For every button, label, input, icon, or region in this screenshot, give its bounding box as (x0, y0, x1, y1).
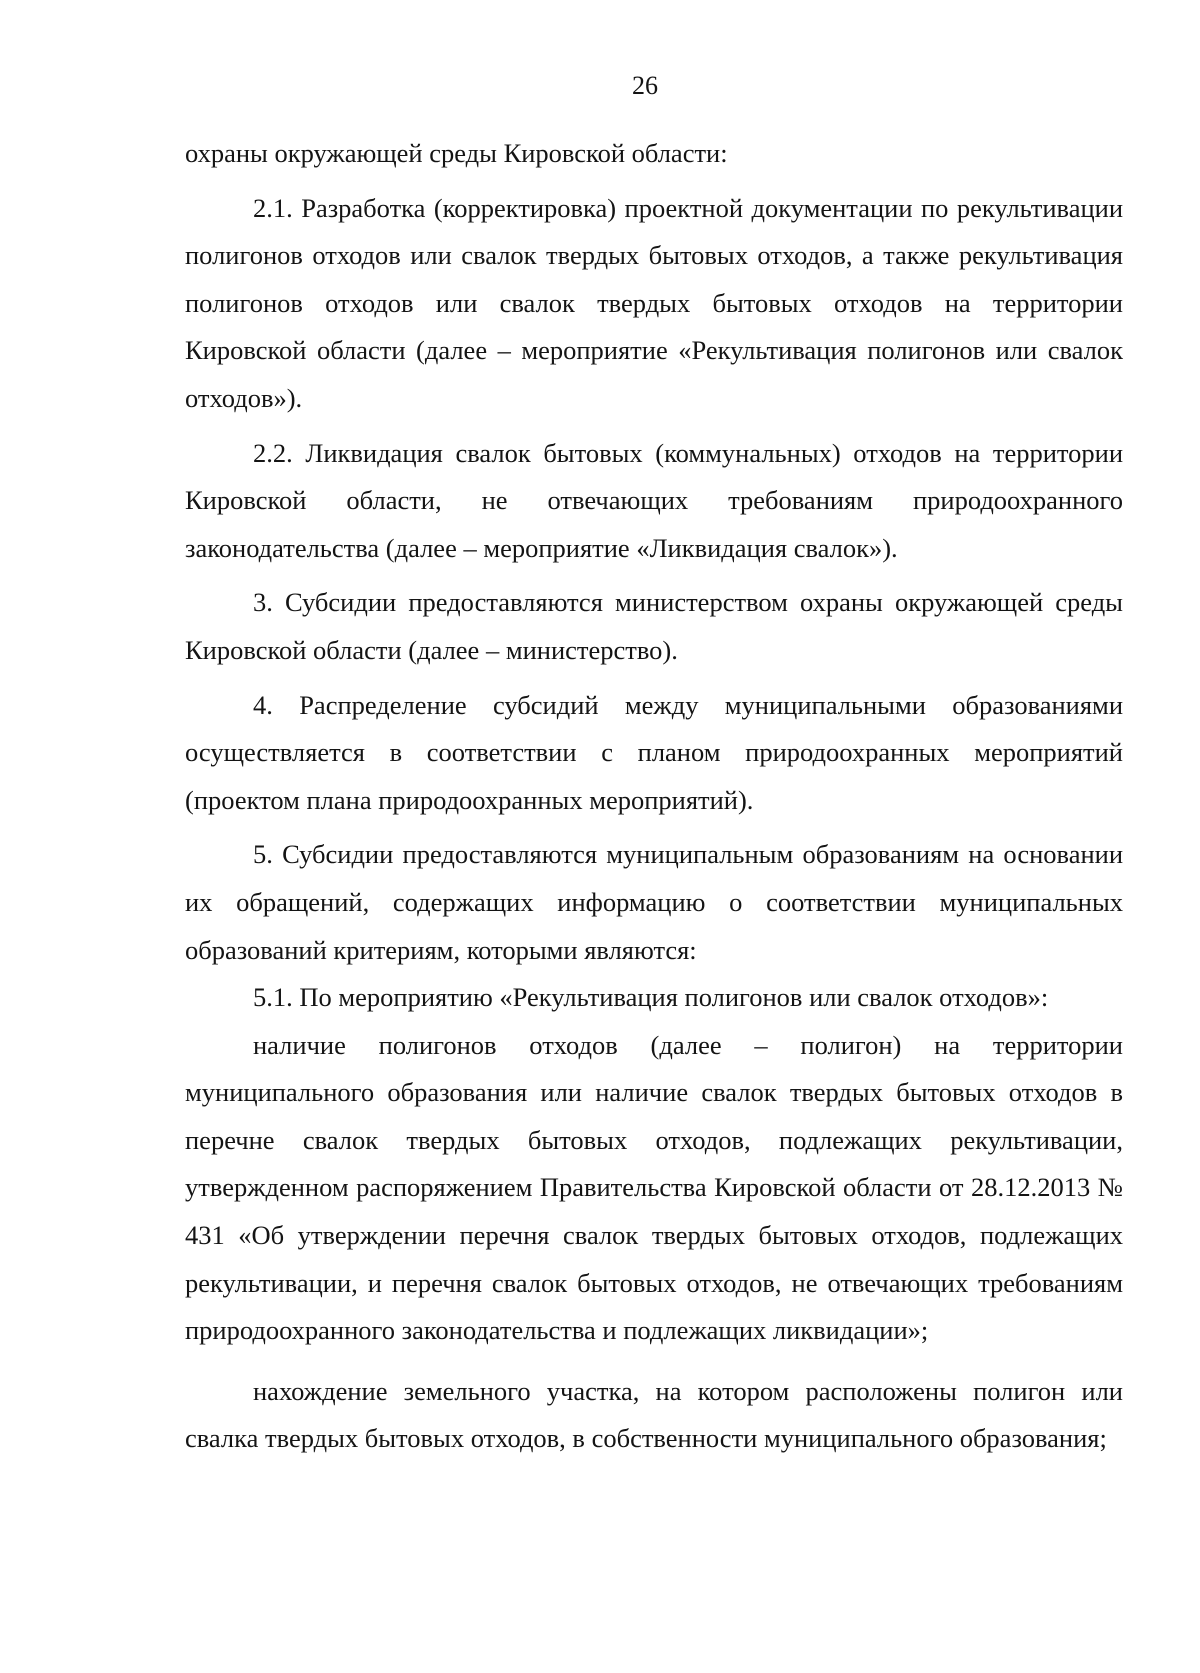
document-body (185, 130, 1123, 1463)
paragraph-5-1: 5.1. По мероприятию «Рекультивация полигонов или свалок отходов»: (253, 982, 1049, 1013)
paragraph-criterion-1: наличие полигонов отходов (далее – полигон) на территории муниципального образования или наличие свалок твердых бытовых отходов в перечне свалок твердых бытовых отходов, подлежащих рекультивации, утвержденном распоряжением Правительства Кировской области от 28.12.2013 № 431 «Об утверждении перечня свалок твердых бытовых отходов, подлежащих рекультивации, и перечня свалок бытовых отходов, не отвечающих требованиям природоохранного законодательства и подлежащих ликвидации»; (185, 1029, 1123, 1346)
page-number: 26 (632, 71, 658, 100)
paragraph-4: 4. Распределение субсидий между муниципальными образованиями осуществляется в соответствии с планом природоохранных мероприятий (проектом плана природоохранных мероприятий). (185, 689, 1123, 815)
paragraph-2-2: 2.2. Ликвидация свалок бытовых (коммунальных) отходов на территории Кировской области, не отвечающих требованиям природоохранного законодательства (далее – мероприятие «Ликвидация свалок»). (185, 437, 1123, 563)
paragraph-criterion-2: нахождение земельного участка, на котором расположены полигон или свалка твердых бытовых отходов, в собственности муниципального образования; (185, 1375, 1123, 1454)
paragraph-3: 3. Субсидии предоставляются министерством охраны окружающей среды Кировской области (далее – министерство). (185, 587, 1123, 665)
paragraph-5: 5. Субсидии предоставляются муниципальным образованиям на основании их обращений, содержащих информацию о соответствии муниципальных образований критериям, которыми являются: (185, 839, 1123, 965)
paragraph-2-1: 2.1. Разработка (корректировка) проектной документации по рекультивации полигонов отходов или свалок твердых бытовых отходов, а также рекультивация полигонов отходов или свалок твердых бытовых отходов на территории Кировской области (далее – мероприятие «Рекультивация полигонов или свалок отходов»). (185, 192, 1123, 413)
paragraph-continuation: охраны окружающей среды Кировской области: (185, 138, 728, 168)
